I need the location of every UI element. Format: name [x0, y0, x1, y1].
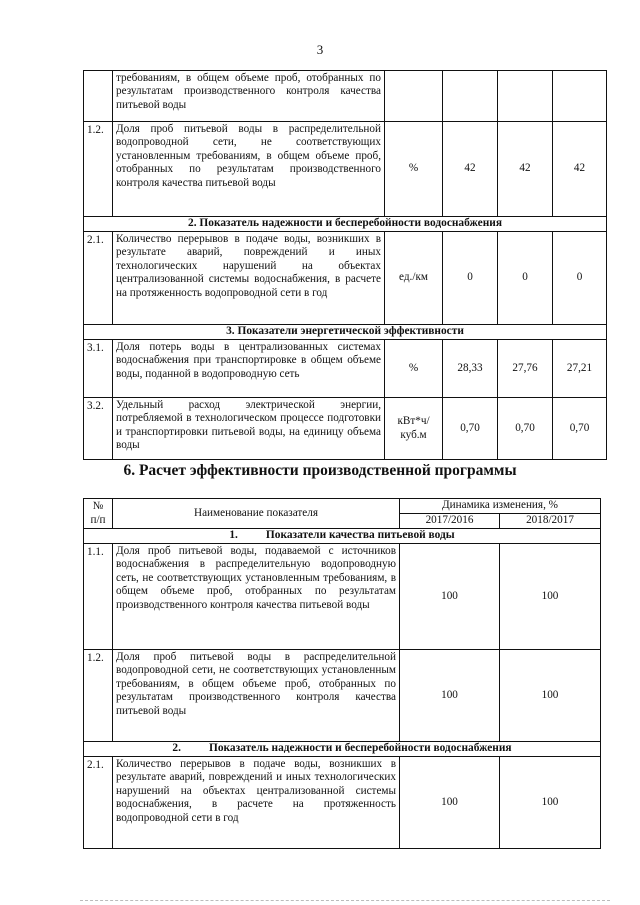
unit-cell: % — [385, 122, 443, 217]
value-cell: 100 — [400, 544, 500, 650]
indicators-table — [83, 70, 607, 460]
section-header — [84, 217, 607, 232]
value-cell: 0,70 — [443, 398, 498, 460]
value-cell: 27,76 — [498, 340, 553, 398]
column-header-dynamics: Динамика изменения, % — [400, 499, 601, 514]
value-cell: 0 — [443, 232, 498, 325]
table-row — [84, 340, 607, 398]
section-title: 1. Показатели качества питьевой воды — [84, 529, 601, 544]
value-cell: 0 — [498, 232, 553, 325]
row-number: 1.2. — [84, 122, 113, 217]
value-cell: 28,33 — [443, 340, 498, 398]
unit-cell — [385, 71, 443, 122]
value-cell: 100 — [500, 544, 601, 650]
row-number: 1.2. — [84, 650, 113, 742]
section-title: 2. Показатель надежности и бесперебойности водоснабжения — [84, 217, 607, 232]
table-row — [84, 232, 607, 325]
indicator-name: Количество перерывов в подаче воды, возникших в результате аварий, повреждений и иных технологических нарушений на объектах централизованной системы водоснабжения, в расчете на протяженность водопроводной сети в год — [113, 757, 400, 849]
value-cell: 100 — [400, 650, 500, 742]
value-cell: 27,21 — [553, 340, 607, 398]
table-row — [84, 71, 607, 122]
column-header-year: 2018/2017 — [500, 514, 601, 529]
row-number: 3.1. — [84, 340, 113, 398]
page-bottom-divider — [80, 900, 610, 901]
indicator-name: Доля потерь воды в централизованных системах водоснабжения при транспортировке в общем объеме воды, поданной в водопроводную сеть — [113, 340, 385, 398]
value-cell: 100 — [400, 757, 500, 849]
indicator-name: требованиям, в общем объеме проб, отобранных по результатам производственного контроля качества питьевой воды — [113, 71, 385, 122]
table-row — [84, 757, 601, 849]
column-header-year: 2017/2016 — [400, 514, 500, 529]
section-heading: 6. Расчет эффективности производственной программы — [123, 462, 517, 479]
table-row — [84, 122, 607, 217]
value-cell: 0,70 — [553, 398, 607, 460]
row-number: 2.1. — [84, 757, 113, 849]
section-title: 3. Показатели энергетической эффективности — [84, 325, 607, 340]
value-cell: 42 — [553, 122, 607, 217]
value-cell: 42 — [498, 122, 553, 217]
table-row — [84, 398, 607, 460]
column-header-number: № п/п — [84, 499, 113, 529]
row-number: 2.1. — [84, 232, 113, 325]
column-header-name: Наименование показателя — [113, 499, 400, 529]
table-row — [84, 650, 601, 742]
indicator-name: Удельный расход электрической энергии, потребляемой в технологическом процессе подготовки и транспортировки питьевой воды, на единицу объема воды — [113, 398, 385, 460]
row-number — [84, 71, 113, 122]
indicator-name: Доля проб питьевой воды в распределительной водопроводной сети, не соответствующих установленным требованиям, в общем объеме проб, отобранных по результатам производственного контроля качества питьевой воды — [113, 650, 400, 742]
unit-cell: ед./км — [385, 232, 443, 325]
section-title: 2. Показатель надежности и бесперебойности водоснабжения — [84, 742, 601, 757]
table-row — [84, 544, 601, 650]
section-header — [84, 325, 607, 340]
value-cell: 100 — [500, 757, 601, 849]
value-cell — [553, 71, 607, 122]
unit-cell: % — [385, 340, 443, 398]
indicator-name: Доля проб питьевой воды, подаваемой с источников водоснабжения в распределительную водопроводную сеть, не соответствующих установленным требованиям, в общем объеме проб, отобранных по результатам производственного контроля качества питьевой воды — [113, 544, 400, 650]
value-cell — [498, 71, 553, 122]
value-cell: 100 — [500, 650, 601, 742]
value-cell: 0,70 — [498, 398, 553, 460]
value-cell — [443, 71, 498, 122]
indicator-name: Количество перерывов в подаче воды, возникших в результате аварий, повреждений и иных технологических нарушений на объектах централизованной системы водоснабжения, в расчете на протяженность водопроводной сети в год — [113, 232, 385, 325]
value-cell: 42 — [443, 122, 498, 217]
page-number: 3 — [316, 42, 324, 57]
value-cell: 0 — [553, 232, 607, 325]
row-number: 1.1. — [84, 544, 113, 650]
indicator-name: Доля проб питьевой воды в распределительной водопроводной сети, не соответствующих установленным требованиям, в общем объеме проб, отобранных по результатам производственного контроля качества питьевой воды — [113, 122, 385, 217]
row-number: 3.2. — [84, 398, 113, 460]
efficiency-table — [83, 498, 601, 849]
unit-cell: кВт*ч/ куб.м — [385, 398, 443, 460]
section-header — [84, 529, 601, 544]
section-header — [84, 742, 601, 757]
